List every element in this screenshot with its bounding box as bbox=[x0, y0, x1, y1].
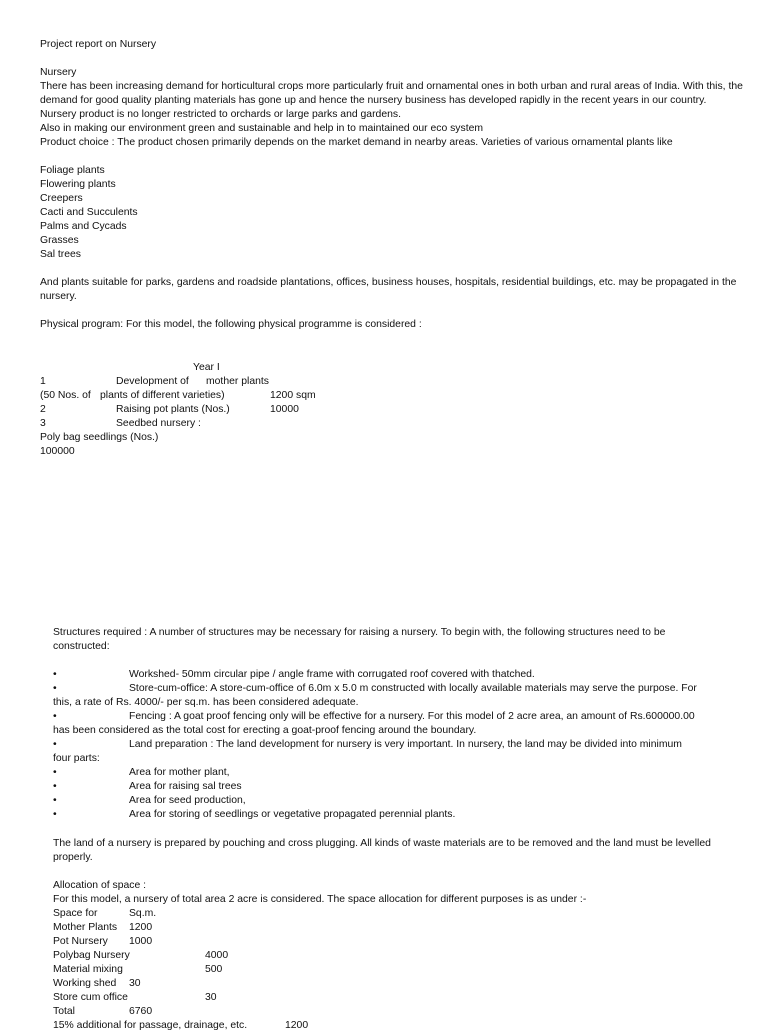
bullet: • bbox=[53, 683, 57, 694]
bullet: • bbox=[53, 781, 57, 792]
row-number: 2 bbox=[40, 404, 46, 415]
land-paragraph: The land of a nursery is prepared by pouching and cross plugging. All kinds of waste materials are to be removed and the land must be levelled properly. bbox=[53, 838, 711, 863]
allocation-row-label: Store cum office bbox=[53, 992, 128, 1003]
document-title: Project report on Nursery bbox=[40, 39, 157, 50]
structure-workshed: Workshed- 50mm circular pipe / angle frame with corrugated roof covered with thatched. bbox=[129, 669, 535, 680]
row-subtext: plants of different varieties) bbox=[100, 390, 225, 401]
plant-list-item: Creepers bbox=[40, 193, 83, 204]
bullet: • bbox=[53, 809, 57, 820]
year-header: Year I bbox=[193, 362, 220, 373]
plant-list-item: Cacti and Succulents bbox=[40, 207, 138, 218]
row-description: Seedbed nursery : bbox=[116, 418, 201, 429]
allocation-row-value: 30 bbox=[205, 992, 217, 1003]
plant-list-item: Grasses bbox=[40, 235, 79, 246]
row-value: 1200 sqm bbox=[270, 390, 316, 401]
allocation-row-value: 1200 bbox=[129, 922, 153, 933]
allocation-row-label: 15% additional for passage, drainage, etc. bbox=[53, 1020, 248, 1031]
section-heading: Nursery bbox=[40, 67, 77, 78]
row-number: 1 bbox=[40, 376, 46, 387]
plant-list-item: Palms and Cycads bbox=[40, 221, 127, 232]
row-description: Development of bbox=[116, 376, 189, 387]
parks-paragraph: And plants suitable for parks, gardens and roadside plantations, offices, business houses, hospitals, residential buildings, etc. may be propagated in the nursery. bbox=[40, 277, 737, 302]
row-number: 3 bbox=[40, 418, 46, 429]
structure-store-line: Store-cum-office: A store-cum-office of 6.0m x 5.0 m constructed with locally available materials may serve the purpose. For bbox=[129, 683, 697, 694]
plant-list-item: Foliage plants bbox=[40, 165, 105, 176]
bullet: • bbox=[53, 767, 57, 778]
allocation-header-unit: Sq.m. bbox=[129, 908, 157, 919]
allocation-row-value: 1000 bbox=[129, 936, 153, 947]
allocation-heading: Allocation of space : bbox=[53, 880, 146, 891]
intro-paragraph: There has been increasing demand for horticultural crops more particularly fruit and ornamental ones in both urban and rural areas of India. With this, the demand for good quality planting materials has gone up and hence the nursery business has developed rapidly in the recent years in our country. Nursery product is no longer restricted to orchards or large parks and gardens. bbox=[40, 81, 743, 120]
allocation-header-label: Space for bbox=[53, 908, 98, 919]
bullet: • bbox=[53, 795, 57, 806]
structure-land-line: Land preparation : The land development for nursery is very important. In nursery, the land may be divided into minimum bbox=[129, 739, 682, 750]
allocation-row-value: 30 bbox=[129, 978, 141, 989]
bullet: • bbox=[53, 711, 57, 722]
allocation-row-value: 500 bbox=[205, 964, 223, 975]
allocation-row-value: 6760 bbox=[129, 1006, 153, 1017]
bullet: • bbox=[53, 739, 57, 750]
bullet: • bbox=[53, 669, 57, 680]
row-value: 10000 bbox=[270, 404, 299, 415]
allocation-row-label: Total bbox=[53, 1006, 75, 1017]
allocation-row-label: Working shed bbox=[53, 978, 117, 989]
physical-program-text: Physical program: For this model, the following physical programme is considered : bbox=[40, 319, 422, 330]
allocation-row-label: Polybag Nursery bbox=[53, 950, 130, 961]
land-area-item: Area for raising sal trees bbox=[129, 781, 242, 792]
row-description: Poly bag seedlings (Nos.) bbox=[40, 432, 159, 443]
allocation-row-label: Material mixing bbox=[53, 964, 123, 975]
row-value: 100000 bbox=[40, 446, 75, 457]
structure-fencing-line: Fencing : A goat proof fencing only will be effective for a nursery. For this model of 2 acre area, an amount of Rs.600000.00 bbox=[129, 711, 695, 722]
plant-list-item: Sal trees bbox=[40, 249, 82, 260]
plant-list-item: Flowering plants bbox=[40, 179, 116, 190]
allocation-intro: For this model, a nursery of total area 2 acre is considered. The space allocation for different purposes is as under :- bbox=[53, 894, 587, 905]
allocation-row-label: Mother Plants bbox=[53, 922, 118, 933]
land-area-item: Area for storing of seedlings or vegetative propagated perennial plants. bbox=[129, 809, 456, 820]
land-area-item: Area for mother plant, bbox=[129, 767, 230, 778]
structure-land-line: four parts: bbox=[53, 753, 100, 764]
row-description: Raising pot plants (Nos.) bbox=[116, 404, 230, 415]
structures-intro: Structures required : A number of structures may be necessary for raising a nursery. To begin with, the following structures need to be constructed: bbox=[53, 627, 666, 652]
allocation-row-value: 1200 bbox=[285, 1020, 309, 1031]
structure-store-line: this, a rate of Rs. 4000/- per sq.m. has been considered adequate. bbox=[53, 697, 359, 708]
allocation-row-value: 4000 bbox=[205, 950, 229, 961]
product-choice-text: Product choice : The product chosen primarily depends on the market demand in nearby areas. Varieties of various ornamental plants like bbox=[40, 137, 673, 148]
eco-line: Also in making our environment green and sustainable and help in to maintained our eco system bbox=[40, 123, 484, 134]
allocation-row-label: Pot Nursery bbox=[53, 936, 108, 947]
row-description: mother plants bbox=[206, 376, 269, 387]
row-subtext: (50 Nos. of bbox=[40, 390, 91, 401]
land-area-item: Area for seed production, bbox=[129, 795, 246, 806]
structure-fencing-line: has been considered as the total cost for erecting a goat-proof fencing around the boundary. bbox=[53, 725, 477, 736]
